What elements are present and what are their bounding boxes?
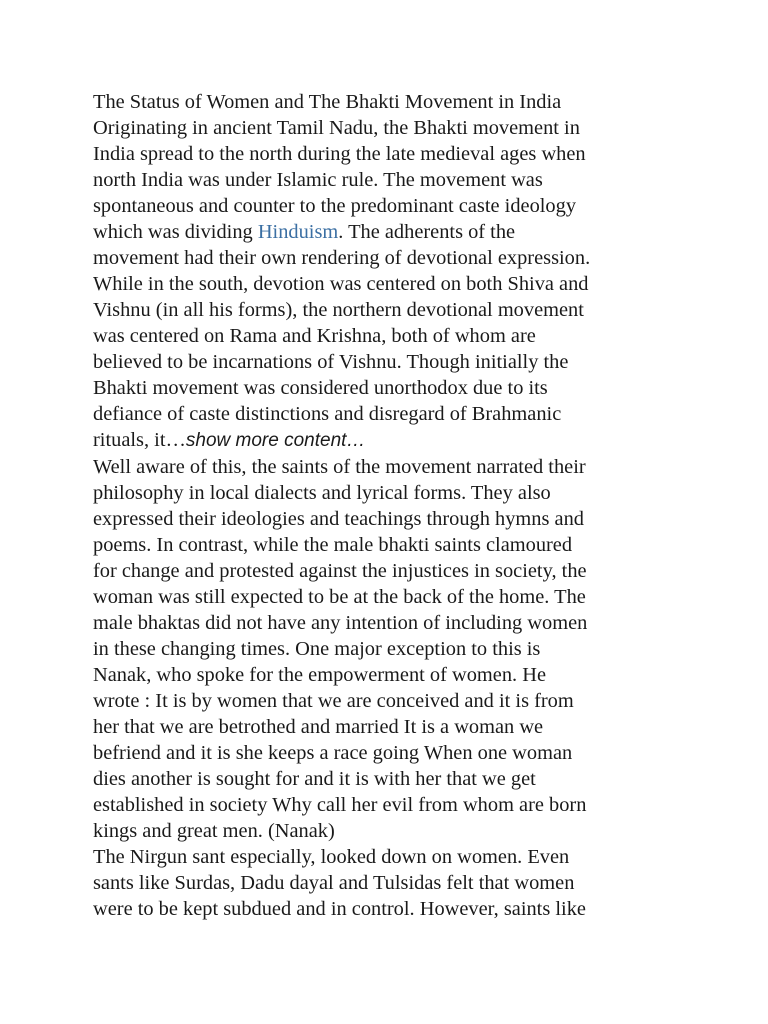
text-line: defiance of caste distinctions and disregard of Brahmanic <box>93 403 562 425</box>
document-body <box>93 89 683 922</box>
text-line: spontaneous and counter to the predominant caste ideology <box>93 195 577 217</box>
text-segment: . The adherents of the <box>338 221 516 243</box>
text-line: Vishnu (in all his forms), the northern devotional movement <box>93 299 584 321</box>
text-line: philosophy in local dialects and lyrical forms. They also <box>93 482 551 504</box>
text-line: believed to be incarnations of Vishnu. Though initially the <box>93 351 569 373</box>
text-line: woman was still expected to be at the back of the home. The <box>93 586 586 608</box>
text-segment: rituals, it… <box>93 429 186 451</box>
text-line: poems. In contrast, while the male bhakti saints clamoured <box>93 534 573 556</box>
text-line: Well aware of this, the saints of the movement narrated their <box>93 456 586 478</box>
text-line: wrote : It is by women that we are conceived and it is from <box>93 690 574 712</box>
text-segment: which was dividing <box>93 221 258 243</box>
text-line: north India was under Islamic rule. The movement was <box>93 169 543 191</box>
hinduism-link[interactable]: Hinduism <box>257 221 339 243</box>
text-line: Bhakti movement was considered unorthodox due to its <box>93 377 548 399</box>
text-line: Nanak, who spoke for the empowerment of women. He <box>93 664 546 686</box>
text-line: The Nirgun sant especially, looked down on women. Even <box>93 846 570 868</box>
text-line: movement had their own rendering of devotional expression. <box>93 247 591 269</box>
text-line: established in society Why call her evil from whom are born <box>93 794 587 816</box>
document-title: The Status of Women and The Bhakti Movement in India <box>93 91 562 113</box>
text-line: India spread to the north during the late medieval ages when <box>93 143 586 165</box>
text-line: sants like Surdas, Dadu dayal and Tulsidas felt that women <box>93 872 575 894</box>
text-line: Originating in ancient Tamil Nadu, the Bhakti movement in <box>93 117 580 139</box>
text-line: While in the south, devotion was centered on both Shiva and <box>93 273 589 295</box>
text-line: were to be kept subdued and in control. However, saints like <box>93 898 586 920</box>
text-line: her that we are betrothed and married It is a woman we <box>93 716 544 738</box>
text-line: dies another is sought for and it is with her that we get <box>93 768 536 790</box>
text-line: befriend and it is she keeps a race going When one woman <box>93 742 573 764</box>
text-line: for change and protested against the injustices in society, the <box>93 560 587 582</box>
text-line: male bhaktas did not have any intention of including women <box>93 612 588 634</box>
text-line: kings and great men. (Nanak) <box>93 820 335 842</box>
text-line-with-show-more <box>93 427 683 454</box>
text-line-with-link <box>93 219 683 245</box>
text-line: expressed their ideologies and teachings through hymns and <box>93 508 584 530</box>
text-line: in these changing times. One major exception to this is <box>93 638 541 660</box>
ellipsis: … <box>346 430 366 451</box>
text-line: was centered on Rama and Krishna, both of whom are <box>93 325 536 347</box>
show-more-content-link[interactable]: show more content <box>185 430 347 451</box>
